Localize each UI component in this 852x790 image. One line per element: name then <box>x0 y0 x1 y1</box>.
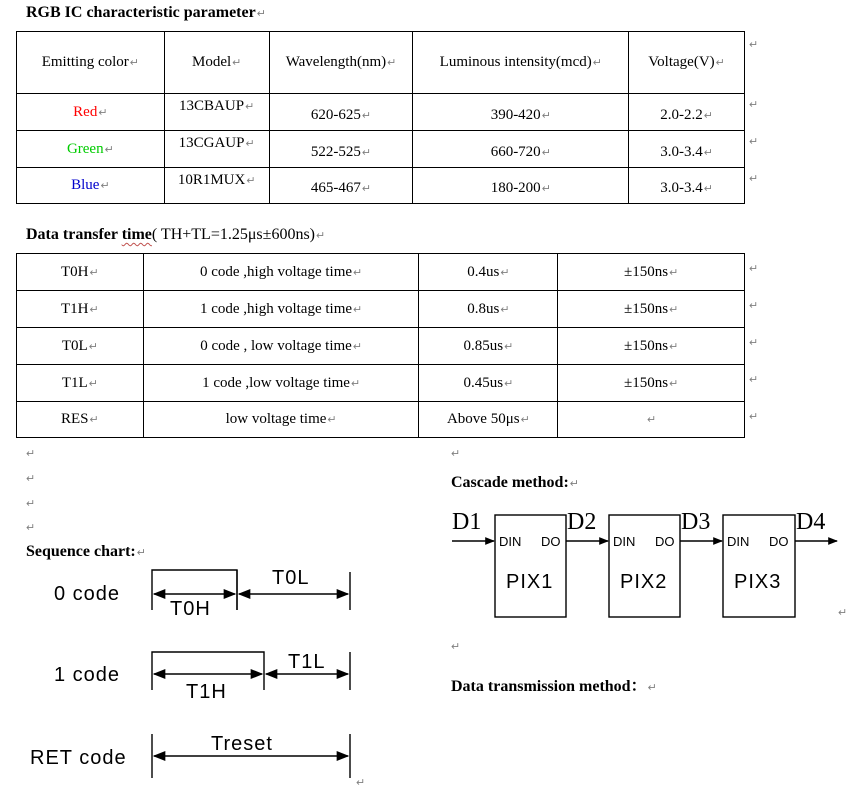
table-row <box>17 365 745 402</box>
sequence-chart-diagram <box>0 560 420 790</box>
node-d1: D1 <box>452 509 482 535</box>
row-end-mark: ↵ <box>749 39 759 51</box>
timing-desc-cell: 1 code ,low voltage time↵ <box>143 365 419 402</box>
code1-high-label: T1H <box>186 681 227 703</box>
voltage-cell: 2.0-2.2↵ <box>629 94 745 131</box>
model-cell: 10R1MUX↵ <box>164 168 269 204</box>
node-d3: D3 <box>681 509 711 535</box>
row-end-mark: ↵ <box>749 374 759 386</box>
code0-high-label: T0H <box>170 598 211 620</box>
table-row <box>17 291 745 328</box>
row-end-mark: ↵ <box>749 173 759 185</box>
rgb-header-row <box>17 32 745 94</box>
timing-heading-time: time <box>121 226 152 243</box>
header-model: Model↵ <box>164 32 269 94</box>
rgb-section-heading <box>26 4 266 22</box>
pix1-label: PIX1 <box>506 571 554 593</box>
pix2-din-label: DIN <box>613 534 636 549</box>
rgb-parameter-table <box>16 31 745 204</box>
empty-paragraph-mark: ↵ <box>26 498 36 510</box>
table-row-red <box>17 94 745 131</box>
timing-name-cell: T0L↵ <box>17 328 144 365</box>
intensity-cell: 660-720↵ <box>413 131 629 168</box>
row-end-mark: ↵ <box>749 411 759 423</box>
timing-tolerance-cell: ±150ns↵ <box>558 291 745 328</box>
intensity-cell: 390-420↵ <box>413 94 629 131</box>
table-row <box>17 254 745 291</box>
empty-paragraph-mark: ↵ <box>26 473 36 485</box>
pix2-do-label: DO <box>655 534 675 549</box>
timing-value-cell: 0.4us↵ <box>419 254 558 291</box>
row-end-mark: ↵ <box>749 337 759 349</box>
timing-name-cell: T1L↵ <box>17 365 144 402</box>
reset-span-label: Treset <box>211 733 273 755</box>
timing-value-cell: Above 50μs↵ <box>419 402 558 438</box>
pix1-din-label: DIN <box>499 534 522 549</box>
row-end-mark: ↵ <box>749 263 759 275</box>
timing-tolerance-cell: ±150ns↵ <box>558 254 745 291</box>
color-cell-green: Green↵ <box>17 131 165 168</box>
timing-desc-cell: low voltage time↵ <box>143 402 419 438</box>
empty-paragraph-mark: ↵ <box>26 522 36 534</box>
timing-value-cell: 0.85us↵ <box>419 328 558 365</box>
empty-paragraph-mark: ↵ <box>26 448 36 460</box>
header-wavelength: Wavelength(nm)↵ <box>269 32 413 94</box>
pix2-label: PIX2 <box>620 571 668 593</box>
timing-desc-cell: 1 code ,high voltage time↵ <box>143 291 419 328</box>
empty-paragraph-mark: ↵ <box>451 641 461 653</box>
table-row <box>17 402 745 438</box>
code0-label: 0 code <box>54 583 121 605</box>
model-cell: 13CBAUP↵ <box>164 94 269 131</box>
timing-tolerance-cell: ↵ <box>558 402 745 438</box>
pix3-din-label: DIN <box>727 534 750 549</box>
row-end-mark: ↵ <box>749 300 759 312</box>
model-cell: 13CGAUP↵ <box>164 131 269 168</box>
intensity-cell: 180-200↵ <box>413 168 629 204</box>
code1-low-label: T1L <box>288 651 326 673</box>
empty-paragraph-mark: ↵ <box>451 448 461 460</box>
pix3-box <box>723 515 795 617</box>
wavelength-cell: 522-525↵ <box>269 131 413 168</box>
timing-table <box>16 253 745 438</box>
paragraph-mark: ↵ <box>256 8 266 20</box>
timing-name-cell: RES↵ <box>17 402 144 438</box>
timing-name-cell: T1H↵ <box>17 291 144 328</box>
pix3-do-label: DO <box>769 534 789 549</box>
pix2-box <box>609 515 680 617</box>
timing-value-cell: 0.8us↵ <box>419 291 558 328</box>
rgb-heading-text: RGB IC characteristic parameter <box>26 4 256 21</box>
table-row <box>17 328 745 365</box>
wavelength-cell: 620-625↵ <box>269 94 413 131</box>
timing-heading-prefix: Data transfer <box>26 226 122 243</box>
header-voltage: Voltage(V)↵ <box>629 32 745 94</box>
timing-section-heading: Data transfer time( TH+TL=1.25μs±600ns)↵ <box>26 226 326 243</box>
color-cell-blue: Blue↵ <box>17 168 165 204</box>
row-end-mark: ↵ <box>749 99 759 111</box>
sequence-chart-heading: Sequence chart:↵ <box>26 543 146 560</box>
timing-desc-cell: 0 code ,high voltage time↵ <box>143 254 419 291</box>
table-row-green <box>17 131 745 168</box>
table-row-blue <box>17 168 745 204</box>
header-luminous-intensity: Luminous intensity(mcd)↵ <box>413 32 629 94</box>
transmission-method-heading: Data transmission method：↵ <box>451 678 657 695</box>
voltage-cell: 3.0-3.4↵ <box>629 131 745 168</box>
timing-tolerance-cell: ±150ns↵ <box>558 365 745 402</box>
row-end-mark: ↵ <box>749 136 759 148</box>
timing-value-cell: 0.45us↵ <box>419 365 558 402</box>
timing-desc-cell: 0 code , low voltage time↵ <box>143 328 419 365</box>
pix1-do-label: DO <box>541 534 561 549</box>
code0-low-label: T0L <box>272 567 310 589</box>
timing-tolerance-cell: ±150ns↵ <box>558 328 745 365</box>
color-cell-red: Red↵ <box>17 94 165 131</box>
node-d2: D2 <box>567 509 597 535</box>
node-d4: D4 <box>796 509 826 535</box>
header-emitting-color: Emitting color↵ <box>17 32 165 94</box>
cascade-diagram <box>440 500 852 625</box>
voltage-cell: 3.0-3.4↵ <box>629 168 745 204</box>
reset-label: RET code <box>30 747 127 769</box>
empty-paragraph-mark: ↵ <box>838 607 848 619</box>
wavelength-cell: 465-467↵ <box>269 168 413 204</box>
code1-label: 1 code <box>54 664 121 686</box>
timing-name-cell: T0H↵ <box>17 254 144 291</box>
cascade-method-heading: Cascade method:↵ <box>451 474 579 491</box>
pix3-label: PIX3 <box>734 571 782 593</box>
pix1-box <box>495 515 566 617</box>
empty-paragraph-mark: ↵ <box>356 777 366 789</box>
timing-heading-formula: ( TH+TL=1.25μs±600ns) <box>151 226 315 243</box>
